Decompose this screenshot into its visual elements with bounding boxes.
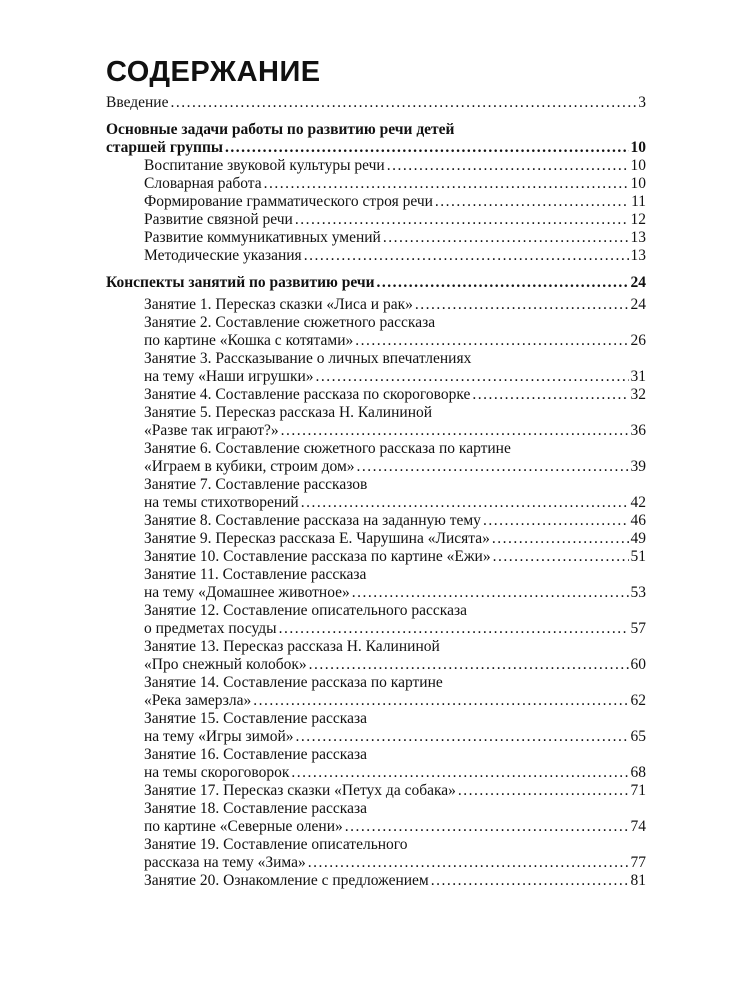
toc-entry-label: Занятие 3. Рассказывание о личных впечатлениях <box>144 350 472 367</box>
dot-leader <box>472 386 628 404</box>
dot-leader <box>377 274 629 292</box>
toc-lesson-entry[interactable] <box>106 836 646 854</box>
toc-entry-label: Занятие 5. Пересказ рассказа Н. Калининой <box>144 404 433 421</box>
toc-page-number: 57 <box>630 620 646 637</box>
toc-page-number: 51 <box>630 548 646 565</box>
toc-entry-label: Занятие 6. Составление сюжетного рассказа по картине <box>144 440 511 457</box>
toc-lesson-entry-cont[interactable] <box>106 332 646 350</box>
dot-leader <box>296 728 629 746</box>
toc-section-label-line2: старшей группы <box>106 139 223 156</box>
toc-page-number: 26 <box>630 332 646 349</box>
toc-lesson-entry[interactable] <box>106 746 646 764</box>
dot-leader <box>264 175 629 193</box>
toc-entry-label: Занятие 19. Составление описательного <box>144 836 408 853</box>
toc-page-number: 12 <box>630 211 646 228</box>
toc-entry-label: на тему «Игры зимой» <box>144 728 294 745</box>
toc-entry-label: Занятие 16. Составление рассказа <box>144 746 367 763</box>
toc-lesson-entry-cont[interactable] <box>106 458 646 476</box>
toc-lesson-entry[interactable] <box>106 440 646 458</box>
dot-leader <box>291 764 628 782</box>
toc-entry-label: по картине «Кошка с котятами» <box>144 332 354 349</box>
toc-entry-label: Словарная работа <box>144 175 262 192</box>
dot-leader <box>431 872 629 890</box>
dot-leader <box>355 332 628 350</box>
page-title: СОДЕРЖАНИЕ <box>106 56 321 88</box>
toc-page-number: 10 <box>630 139 646 156</box>
toc-lesson-entry-cont[interactable] <box>106 728 646 746</box>
toc-section-heading[interactable] <box>106 121 646 139</box>
toc-entry-intro[interactable] <box>106 94 646 112</box>
toc-entry-label: «Играем в кубики, строим дом» <box>144 458 355 475</box>
toc-page-number: 74 <box>630 818 646 835</box>
toc-entry-label: Развитие связной речи <box>144 211 293 228</box>
toc-page-number: 39 <box>630 458 646 475</box>
toc-page-number: 24 <box>630 274 646 291</box>
toc-lesson-entry-cont[interactable] <box>106 584 646 602</box>
toc-entry[interactable] <box>106 229 646 247</box>
toc-entry-label: Формирование грамматического строя речи <box>144 193 433 210</box>
toc-lesson-entry[interactable] <box>106 404 646 422</box>
dot-leader <box>316 368 629 386</box>
toc-entry[interactable] <box>106 247 646 265</box>
toc-entry-label: о предметах посуды <box>144 620 277 637</box>
table-of-contents <box>106 52 646 890</box>
dot-leader <box>458 782 629 800</box>
toc-lesson-entry-cont[interactable] <box>106 818 646 836</box>
toc-page-number: 11 <box>631 193 646 210</box>
toc-lesson-entry-cont[interactable] <box>106 764 646 782</box>
toc-section-heading-cont[interactable] <box>106 139 646 157</box>
toc-lesson-entry-cont[interactable] <box>106 692 646 710</box>
toc-entry-label: Занятие 17. Пересказ сказки «Петух да собака» <box>144 782 456 799</box>
dot-leader <box>357 458 629 476</box>
toc-lesson-entry-cont[interactable] <box>106 368 646 386</box>
toc-page-number: 49 <box>630 530 646 547</box>
toc-page-number: 24 <box>630 296 646 313</box>
dot-leader <box>492 530 629 548</box>
toc-page-number: 68 <box>630 764 646 781</box>
toc-entry-label: Занятие 9. Пересказ рассказа Е. Чарушина «Лисята» <box>144 530 490 547</box>
toc-lesson-entry[interactable] <box>106 530 646 548</box>
toc-page-number: 46 <box>630 512 646 529</box>
toc-entry-label: Воспитание звуковой культуры речи <box>144 157 385 174</box>
toc-page-number: 60 <box>630 656 646 673</box>
toc-page-number: 32 <box>630 386 646 403</box>
toc-page-number: 10 <box>630 175 646 192</box>
toc-lesson-entry-cont[interactable] <box>106 494 646 512</box>
toc-entry-label: Занятие 18. Составление рассказа <box>144 800 367 817</box>
toc-lesson-entry-cont[interactable] <box>106 854 646 872</box>
dot-leader <box>415 296 629 314</box>
toc-entry-label: Занятие 15. Составление рассказа <box>144 710 367 727</box>
dot-leader <box>279 620 629 638</box>
dot-leader <box>225 139 629 157</box>
toc-entry-label: Занятие 7. Составление рассказов <box>144 476 368 493</box>
toc-entry-label: Занятие 20. Ознакомление с предложением <box>144 872 429 889</box>
toc-lesson-entry[interactable] <box>106 638 646 656</box>
toc-page-number: 71 <box>630 782 646 799</box>
toc-lesson-entry-cont[interactable] <box>106 422 646 440</box>
dot-leader <box>308 854 629 872</box>
toc-entry-label: Методические указания <box>144 247 302 264</box>
toc-lesson-entry[interactable] <box>106 566 646 584</box>
toc-entry-label: Занятие 8. Составление рассказа на заданную тему <box>144 512 481 529</box>
dot-leader <box>483 512 629 530</box>
toc-lesson-entry[interactable] <box>106 872 646 890</box>
toc-section-label-line1: Основные задачи работы по развитию речи детей <box>106 121 455 138</box>
toc-entry-label: Занятие 10. Составление рассказа по картине «Ежи» <box>144 548 491 565</box>
toc-page-number: 36 <box>630 422 646 439</box>
toc-entry-label: «Река замерзла» <box>144 692 252 709</box>
toc-entry-label: Занятие 1. Пересказ сказки «Лиса и рак» <box>144 296 413 313</box>
toc-lesson-entry[interactable] <box>106 314 646 332</box>
toc-entry-label: Занятие 11. Составление рассказа <box>144 566 367 583</box>
toc-page-number: 10 <box>630 157 646 174</box>
toc-lessons-list <box>106 296 646 890</box>
toc-page-number: 3 <box>638 94 646 111</box>
toc-entry-label: Занятие 12. Составление описательного рассказа <box>144 602 467 619</box>
toc-entry-label: на темы стихотворений <box>144 494 299 511</box>
dot-leader <box>170 94 636 112</box>
toc-lesson-entry-cont[interactable] <box>106 620 646 638</box>
toc-entry-label: по картине «Северные олени» <box>144 818 343 835</box>
toc-section-heading[interactable] <box>106 274 646 292</box>
toc-entry[interactable] <box>106 157 646 175</box>
toc-entry-label: рассказа на тему «Зима» <box>144 854 306 871</box>
toc-lesson-entry[interactable] <box>106 476 646 494</box>
toc-entry[interactable] <box>106 211 646 229</box>
toc-page-number: 53 <box>630 584 646 601</box>
toc-page-number: 42 <box>630 494 646 511</box>
toc-entry-label: «Разве так играют?» <box>144 422 279 439</box>
toc-entry-label: Развитие коммуникативных умений <box>144 229 381 246</box>
dot-leader <box>304 247 629 265</box>
toc-lesson-entry[interactable] <box>106 602 646 620</box>
toc-entry-label: на тему «Домашнее животное» <box>144 584 350 601</box>
toc-lesson-entry[interactable] <box>106 296 646 314</box>
dot-leader <box>295 211 629 229</box>
toc-page-number: 81 <box>630 872 646 889</box>
toc-entry-label: Занятие 13. Пересказ рассказа Н. Калининой <box>144 638 440 655</box>
toc-page-number: 77 <box>630 854 646 871</box>
toc-entry[interactable] <box>106 175 646 193</box>
dot-leader <box>301 494 629 512</box>
toc-lesson-entry[interactable] <box>106 674 646 692</box>
dot-leader <box>493 548 629 566</box>
toc-lesson-entry[interactable] <box>106 350 646 368</box>
toc-page-number: 31 <box>630 368 646 385</box>
toc-lesson-entry-cont[interactable] <box>106 656 646 674</box>
dot-leader <box>309 656 629 674</box>
toc-entry-label: Занятие 4. Составление рассказа по скороговорке <box>144 386 471 403</box>
toc-page-number: 65 <box>630 728 646 745</box>
dot-leader <box>352 584 629 602</box>
toc-lesson-entry[interactable] <box>106 548 646 566</box>
toc-section-label: Конспекты занятий по развитию речи <box>106 274 375 291</box>
toc-page-number: 62 <box>630 692 646 709</box>
dot-leader <box>281 422 629 440</box>
toc-entry-label: Занятие 14. Составление рассказа по картине <box>144 674 443 691</box>
toc-page-number: 13 <box>630 247 646 264</box>
dot-leader <box>383 229 629 247</box>
toc-lesson-entry[interactable] <box>106 386 646 404</box>
toc-lesson-entry[interactable] <box>106 512 646 530</box>
toc-lesson-entry[interactable] <box>106 710 646 728</box>
dot-leader <box>253 692 628 710</box>
toc-page-number: 13 <box>630 229 646 246</box>
toc-entry-label: Введение <box>106 94 169 111</box>
toc-lesson-entry[interactable] <box>106 782 646 800</box>
toc-entry-label: Занятие 2. Составление сюжетного рассказа <box>144 314 436 331</box>
toc-entry-label: «Про снежный колобок» <box>144 656 307 673</box>
dot-leader <box>387 157 629 175</box>
toc-entry-label: на тему «Наши игрушки» <box>144 368 314 385</box>
toc-entry[interactable] <box>106 193 646 211</box>
dot-leader <box>345 818 629 836</box>
dot-leader <box>435 193 629 211</box>
toc-entry-label: на темы скороговорок <box>144 764 290 781</box>
toc-lesson-entry[interactable] <box>106 800 646 818</box>
